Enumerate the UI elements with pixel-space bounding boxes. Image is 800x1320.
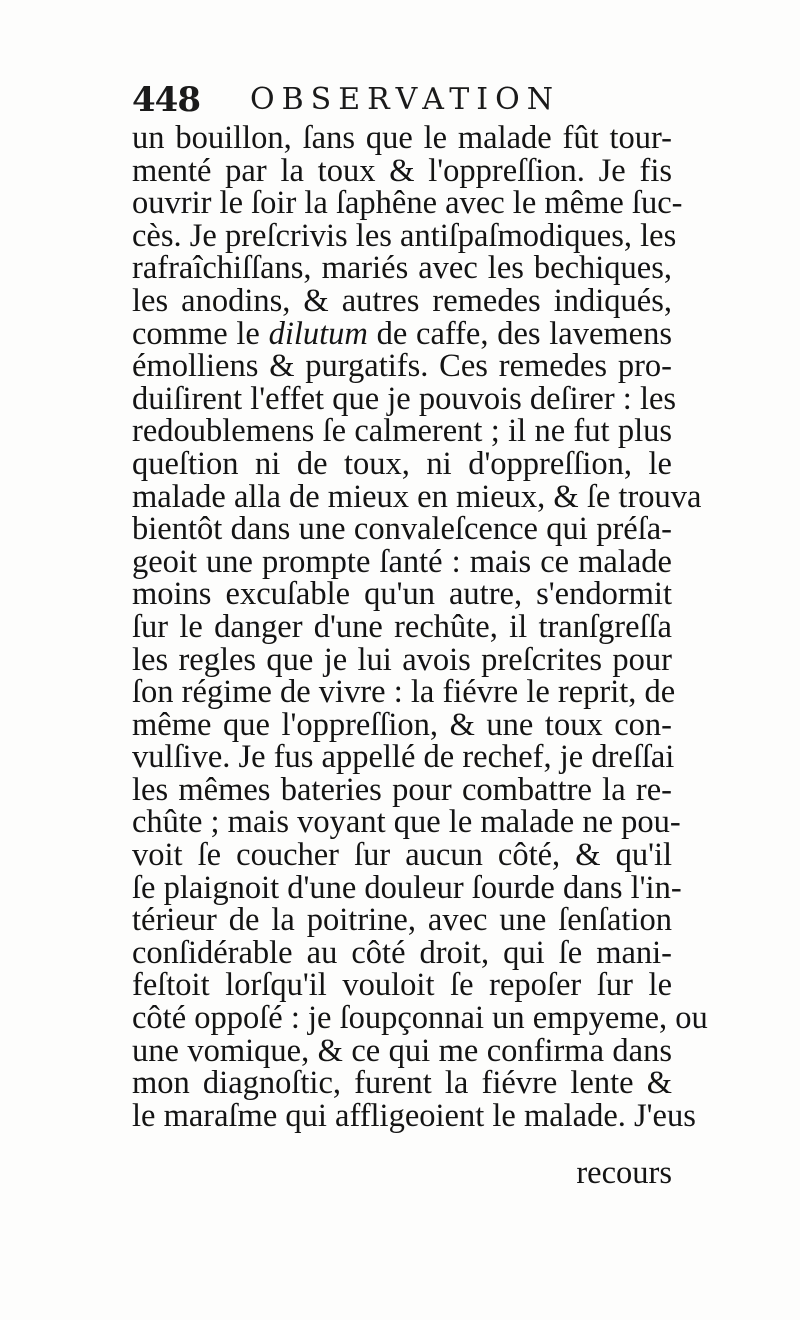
text-line: même que l'oppreſſion, & une toux con- [132,706,672,743]
text-line: queſtion ni de toux, ni d'oppreſſion, le [132,445,672,482]
text-line: ſon régime de vivre : la fiévre le reprit, de [132,674,676,711]
running-head: OBSERVATION [250,82,560,117]
text-line: ſe plaignoit d'une douleur ſourde dans l'in- [132,869,682,906]
text-line: voit ſe coucher ſur aucun côté, & qu'il [132,837,672,874]
text-line: duiſirent l'effet que je pouvois deſirer : les [132,380,677,417]
text-line: redoublemens ſe calmerent ; il ne fut plus [132,413,672,450]
text-line: émolliens & purgatifs. Ces remedes pro- [132,348,672,385]
page-header [132,74,672,124]
page-number: 448 [132,80,200,120]
text-line: côté oppoſé : je ſoupçonnai un empyeme, ou [132,1000,708,1037]
text-line: menté par la toux & l'oppreſſion. Je fis [132,152,672,189]
text-line: feſtoit lorſqu'il vouloit ſe repoſer ſur le [132,967,672,1004]
text-line: une vomique, & ce qui me confirma dans [132,1032,672,1069]
text-line: un bouillon, ſans que le malade fût tour- [132,120,672,156]
text-line [132,315,672,352]
text-line: les regles que je lui avois preſcrites pour [132,641,672,678]
text-line: conſidérable au côté droit, qui ſe mani- [132,934,672,971]
catchword: recours [576,1155,672,1191]
text-line: rafraîchiſſans, mariés avec les bechiques, [132,250,672,287]
text-line: ſur le danger d'une rechûte, il tranſgreſſa [132,608,672,645]
text-line: chûte ; mais voyant que le malade ne pou- [132,804,681,841]
text-line: moins excuſable qu'un autre, s'endormit [132,576,672,613]
text-line: les mêmes bateries pour combattre la re- [132,771,672,808]
text-line: cès. Je preſcrivis les antiſpaſmodiques, les [132,217,677,254]
text-line: malade alla de mieux en mieux, & ſe trouva [132,478,702,515]
text-line: térieur de la poitrine, avec une ſenſation [132,902,672,939]
text-fragment: comme le [132,315,260,352]
italic-term: dilutum [268,315,368,352]
text-line: ouvrir le ſoir la ſaphêne avec le même ſuc- [132,185,683,222]
text-line: vulſive. Je fus appellé de rechef, je dreſſai [132,739,675,776]
text-line: les anodins, & autres remedes indiqués, [132,282,672,319]
body-text [132,120,708,1134]
text-line: bientôt dans une convaleſcence qui préſa- [132,511,672,548]
text-line: le maraſme qui affligeoient le malade. J'eus [132,1097,696,1134]
text-line: mon diagnoſtic, furent la fiévre lente & [132,1065,672,1102]
text-line: geoit une prompte ſanté : mais ce malade [132,543,672,580]
text-fragment: de caffe, des lavemens [376,315,672,352]
